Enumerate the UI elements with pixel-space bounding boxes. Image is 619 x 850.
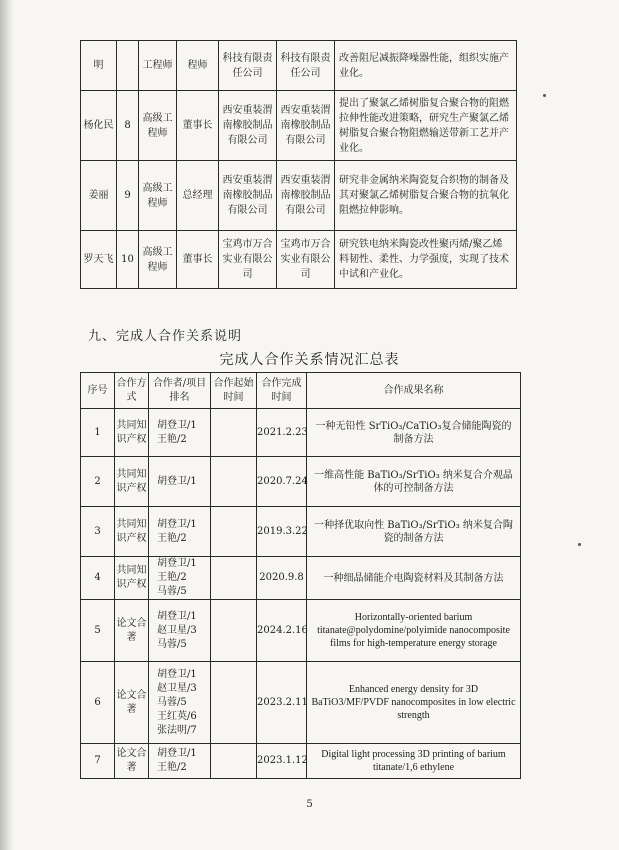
no-cell: 4 [81,557,115,600]
method-cell: 共同知识产权 [115,409,149,457]
partner-name: 胡登卫/1 [157,748,197,759]
result-cell: 一种细晶储能介电陶瓷材料及其制备方法 [307,557,521,600]
header-start: 合作起始时间 [211,373,257,409]
section-heading: 九、完成人合作关系说明 [88,329,243,344]
partner-name: 赵卫星/3 [157,624,197,636]
position-cell: 董事长 [177,231,219,289]
partner-name: 马蓉/5 [157,638,187,650]
complete-unit-cell: 西安重装渭南橡胶制品有限公司 [277,91,335,161]
completer-info-table [80,40,517,289]
header-end: 合作完成时间 [257,373,307,409]
table-row [81,41,517,91]
method-cell: 论文合著 [115,744,149,779]
table-row [81,557,521,600]
work-unit-cell: 宝鸡市万合实业有限公司 [219,231,277,289]
cooperation-table [80,372,521,779]
contribution-cell: 提出了聚氯乙烯树脂复合聚合物的阻燃拉伸性能改进策略，研究生产聚氯乙烯树脂复合聚合物阻燃输送带新工艺并产业化。 [335,91,517,161]
end-cell: 2020.9.8 [257,557,307,600]
table-title: 完成人合作关系情况汇总表 [219,352,400,368]
table-row [81,161,517,231]
partner-name: 马蓉/5 [157,696,187,708]
position-cell: 程师 [177,41,219,91]
table-row [81,457,521,507]
title-cell: 高级工程师 [139,231,177,289]
title-cell: 高级工程师 [139,161,177,231]
work-unit-cell: 西安重装渭南橡胶制品有限公司 [219,161,277,231]
result-cell: 一种无铅性 SrTiO₃/CaTiO₃复合储能陶瓷的制备方法 [307,409,521,457]
title-cell: 高级工程师 [139,91,177,161]
method-cell: 共同知识产权 [115,557,149,600]
title-cell: 工程师 [139,41,177,91]
rank-cell: 9 [117,161,139,231]
table-row [81,91,517,161]
start-cell [211,507,257,557]
complete-unit-cell: 宝鸡市万合实业有限公司 [277,231,335,289]
method-cell: 论文合著 [115,600,149,662]
partner-name: 马蓉/5 [157,586,187,597]
partners-cell [149,662,211,744]
partner-name: 王艳/2 [157,762,187,773]
table-row [81,600,521,662]
partners-cell [149,600,211,662]
result-cell: Enhanced energy density for 3D BaTiO3/MF/PVDF nanocomposites in low electric strength [307,662,521,744]
table-row [81,231,517,289]
start-cell [211,600,257,662]
rank-cell: 8 [117,91,139,161]
no-cell: 7 [81,744,115,779]
contribution-cell: 研究非金属纳米陶瓷复合织物的制备及其对聚氯乙烯树脂复合聚合物的抗氧化阻燃拉伸影响。 [335,161,517,231]
partner-name: 王艳/2 [157,572,187,583]
partners-cell [149,507,211,557]
end-cell: 2019.3.22 [257,507,307,557]
rank-cell [117,41,139,91]
partner-name: 胡登卫/1 [157,610,197,622]
contribution-cell: 研究铁电纳米陶瓷改性聚丙烯/聚乙烯料韧性、柔性、力学强度，实现了技术中试和产业化。 [335,231,517,289]
partner-name: 胡登卫/1 [157,558,197,569]
no-cell: 6 [81,662,115,744]
name-cell: 罗天飞 [81,231,117,289]
header-no: 序号 [81,373,115,409]
table-row [81,662,521,744]
end-cell: 2023.2.11 [257,662,307,744]
scan-speck [543,94,546,97]
method-cell: 共同知识产权 [115,507,149,557]
table-row [81,744,521,779]
partners-cell [149,744,211,779]
partner-name: 王艳/2 [157,532,187,544]
result-cell: 一维高性能 BaTiO₃/SrTiO₃ 纳米复合介观晶体的可控制备方法 [307,457,521,507]
table-header-row [81,373,521,409]
position-cell: 总经理 [177,161,219,231]
method-cell: 论文合著 [115,662,149,744]
result-cell: 一种择优取向性 BaTiO₃/SrTiO₃ 纳米复合陶瓷的制备方法 [307,507,521,557]
partner-name: 胡登卫/1 [157,518,197,530]
partners-cell [149,557,211,600]
start-cell [211,662,257,744]
work-unit-cell: 西安重装渭南橡胶制品有限公司 [219,91,277,161]
name-cell: 杨化民 [81,91,117,161]
partner-name: 王红英/6 [157,710,197,722]
no-cell: 1 [81,409,115,457]
no-cell: 2 [81,457,115,507]
work-unit-cell: 科技有限责任公司 [219,41,277,91]
end-cell: 2024.2.16 [257,600,307,662]
end-cell: 2020.7.24 [257,457,307,507]
start-cell [211,557,257,600]
partners-cell [149,457,211,507]
table-row [81,409,521,457]
end-cell: 2021.2.23 [257,409,307,457]
partner-name: 张法明/7 [157,724,197,736]
method-cell: 共同知识产权 [115,457,149,507]
scan-speck [578,543,581,546]
partner-name: 胡登卫/1 [157,419,197,431]
partners-cell [149,409,211,457]
partner-name: 王艳/2 [157,433,187,445]
partner-name: 胡登卫/1 [157,668,197,680]
name-cell: 姜丽 [81,161,117,231]
header-result: 合作成果名称 [307,373,521,409]
partner-name: 赵卫星/3 [157,682,197,694]
end-cell: 2023.1.12 [257,744,307,779]
complete-unit-cell: 西安重装渭南橡胶制品有限公司 [277,161,335,231]
result-cell: Digital light processing 3D printing of barium titanate/1,6 ethylene [307,744,521,779]
page-number: 5 [306,799,313,810]
complete-unit-cell: 科技有限责任公司 [277,41,335,91]
header-partner: 合作者/项目排名 [149,373,211,409]
partner-name: 胡登卫/1 [157,475,197,487]
header-method: 合作方式 [115,373,149,409]
start-cell [211,744,257,779]
contribution-cell: 改善阻尼减振降噪器性能，组织实施产业化。 [335,41,517,91]
rank-cell: 10 [117,231,139,289]
table-row [81,507,521,557]
scan-edge-shadow [0,0,14,850]
start-cell [211,457,257,507]
position-cell: 董事长 [177,91,219,161]
name-cell: 明 [81,41,117,91]
result-cell: Horizontally-oriented barium titanate@polydomine/polyimide nanocomposite films for high-temperature energy storage [307,600,521,662]
start-cell [211,409,257,457]
no-cell: 5 [81,600,115,662]
no-cell: 3 [81,507,115,557]
